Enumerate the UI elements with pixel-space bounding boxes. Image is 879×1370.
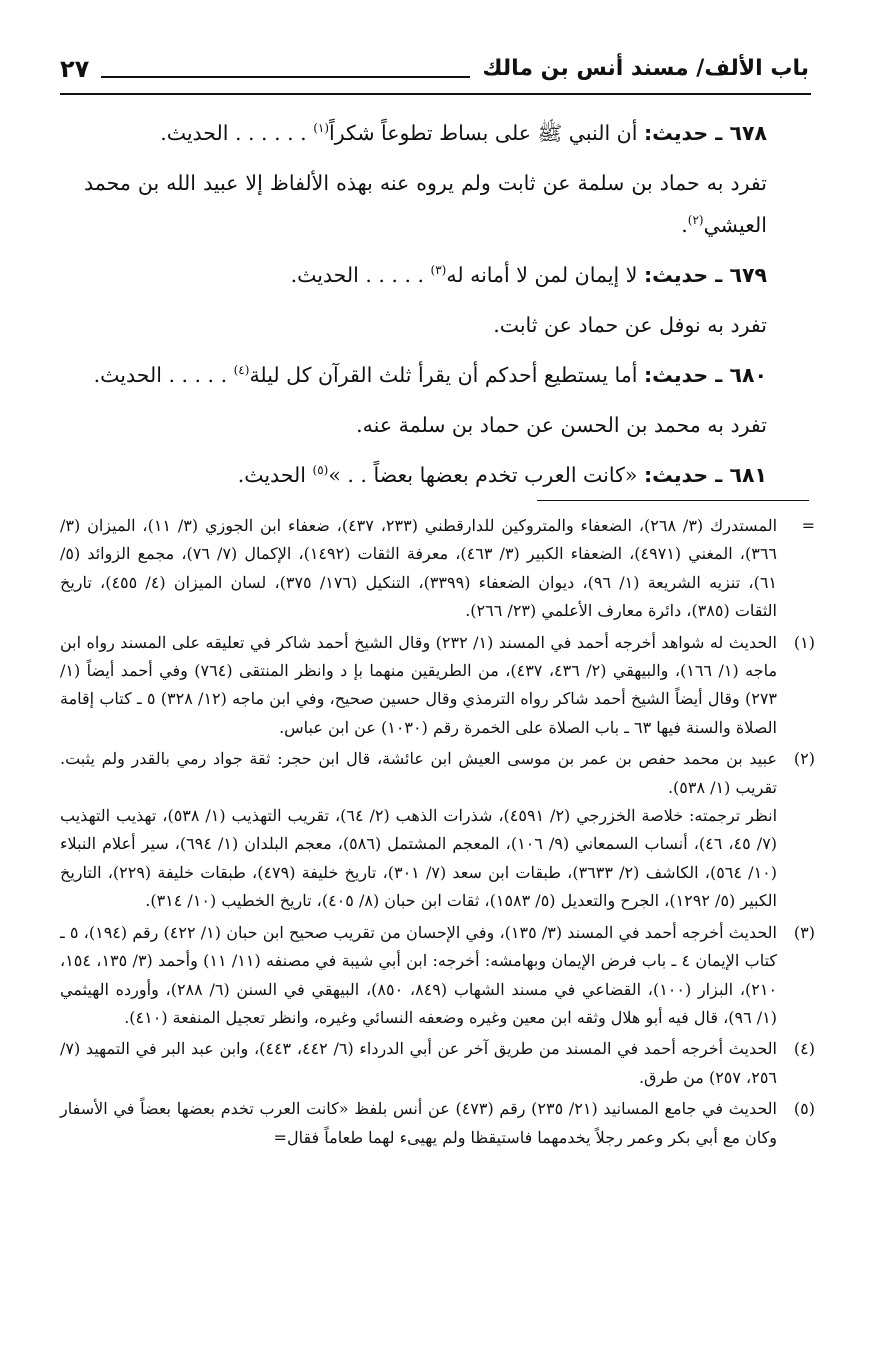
footnote-paragraph: الحديث له شواهد أخرجه أحمد في المسند (١/ ٢٣٢) وقال الشيخ أحمد شاكر في تعليقه على المسند رواه ابن ماجه (١/ ١٦٦)، والبيهقي (٢/ ٤٣٦، ٤٣٧)، من الطريقين منهما بإ د وانظر المنتقى (٧٦٤) وفي أحمد أيضاً (١/ ٢٧٣) وقال أيضاً الشيخ أحمد شاكر رواه الترمذي وقال حسين صحيح، وفي ابن ماجه (١٢/ ٣٢٨) ٥ ـ كتاب إقامة الصلاة والسنة فيها ٦٣ ـ باب الصلاة على الخمرة رقم (١٠٣٠) عن ابن عباس. <box>60 632 778 737</box>
page-header <box>60 44 809 84</box>
hadith-679 <box>84 254 809 296</box>
hadith-679-note: تفرد به نوفل عن حماد عن ثابت. <box>493 313 767 337</box>
footnote-body <box>60 512 777 626</box>
footnote-paragraph: الحديث أخرجه أحمد في المسند من طريق آخر عن أبي الدرداء (٦/ ٤٤٢، ٤٤٣)، وابن عبد البر في التمهيد (٧/ ٢٥٦، ٢٥٧) من طرق. <box>60 1039 777 1087</box>
main-text <box>84 112 809 504</box>
footnote-3 <box>60 919 815 1033</box>
footnote-5 <box>60 1095 815 1152</box>
hadith-tail: . . . . . . الحديث. <box>160 121 314 145</box>
footnote-separator <box>537 500 809 501</box>
footnote-mark: (٥) <box>793 1099 815 1119</box>
hadith-tail: الحديث. <box>237 463 313 487</box>
hadith-number: ٦٨٠ ـ حديث: <box>643 363 767 387</box>
footnote-body <box>60 1095 777 1152</box>
footnote-paragraph: الحديث في جامع المسانيد (٢١/ ٢٣٥) رقم (٤٧٣) عن أنس بلفظ «كانت العرب تخدم بعضها بعضاً في الأسفار وكان مع أبي بكر وعمر رجلاً يخدمهما فاستيقظا ولم يهيىء لهما طعاماً فقال= <box>60 1099 777 1147</box>
footnote-body <box>60 919 777 1033</box>
footnote-body <box>60 629 777 743</box>
hadith-680-note: تفرد به محمد بن الحسن عن حماد بن سلمة عنه. <box>356 413 767 437</box>
hadith-678-note <box>84 162 809 246</box>
hadith-text: أن النبي ﷺ على بساط تطوعاً شكراً <box>329 121 644 145</box>
footnote-mark: (٢) <box>793 749 815 769</box>
footnote-body <box>60 1035 777 1092</box>
footnote-mark: (٣) <box>793 922 815 942</box>
hadith-678 <box>84 112 809 154</box>
footnote-mark: = <box>801 516 815 535</box>
footnote-ref: (٥) <box>312 463 329 478</box>
hadith-text: «كانت العرب تخدم بعضها بعضاً . . » <box>328 463 644 487</box>
note-text: تفرد به حماد بن سلمة عن ثابت ولم يروه عنه بهذه الألفاظ إلا عبيد الله بن محمد العيشي <box>84 171 767 237</box>
running-head: باب الألف/ مسند أنس بن مالك <box>482 56 809 81</box>
footnote-1 <box>60 629 815 743</box>
hadith-number: ٦٧٩ ـ حديث: <box>643 263 767 287</box>
footnote-mark: (٤) <box>793 1039 815 1059</box>
footnote-ref: (١) <box>313 121 330 136</box>
footnote-paragraph: انظر ترجمته: خلاصة الخزرجي (٢/ ٤٥٩١)، شذرات الذهب (٢/ ٦٤)، تقريب التهذيب (١/ ٥٣٨)، تهذيب التهذيب (٧/ ٤٥، ٤٦)، أنساب السمعاني (٩/ ١٠٦)، المعجم المشتمل (٥٨٦)، معجم البلدان (١/ ٦٩٤)، سير أعلام النبلاء (١٠/ ٥٦٤)، الكاشف (٢/ ٣٦٣٣)، طبقات ابن سعد (٧/ ٣٠١)، تاريخ خليفة (٤٧٩)، طبقات خليفة (٢٢٩)، التاريخ الكبير (٥/ ١٢٩٢)، الجرح والتعديل (٥/ ١٥٨٣)، ثقات ابن حبان (٨/ ٤٠٥)، تاريخ الخطيب (١٠/ ٣١٤). <box>60 806 778 911</box>
hadith-number: ٦٨١ ـ حديث: <box>643 463 767 487</box>
footnote-paragraph: عبيد بن محمد حفص بن عمر بن موسى العيش ابن عائشة، قال ابن حجر: ثقة جواد رمي بالقدر ولم يثبت. تقريب (١/ ٥٣٨). <box>60 749 777 797</box>
footnote-mark: (١) <box>793 632 815 652</box>
hadith-text: لا إيمان لمن لا أمانه له <box>446 263 644 287</box>
footnote-paragraph: المستدرك (٣/ ٢٦٨)، الضعفاء والمتروكين للدارقطني (٢٣٣، ٤٣٧)، ضعفاء ابن الجوزي (٣/ ١١)، الميزان (٣/ ٣٦٦)، المغني (٤٩٧١)، الضعفاء الكبير (٣/ ٤٦٣)، معرفة الثقات (١٤٩٢)، الإكمال (٧/ ٧٦)، مجمع الزوائد (٥/ ٦١)، تنزيه الشريعة (١/ ٩٦)، ديوان الضعفاء (٣٣٩٩)، التنكيل (١٧٦/ ٣٧٥)، لسان الميزان (٤/ ٤٥٥)، تاريخ الثقات (٣٨٥)، دائرة معارف الأعلمي (٢٣/ ٢٦٦). <box>60 516 778 621</box>
top-rule <box>60 93 811 95</box>
header-rule <box>101 76 470 78</box>
page-number: ٢٧ <box>60 55 90 83</box>
footnote-4 <box>60 1035 815 1092</box>
hadith-number: ٦٧٨ ـ حديث: <box>643 121 767 145</box>
hadith-tail: . . . . . الحديث. <box>290 263 431 287</box>
hadith-680 <box>84 354 809 396</box>
footnote-body <box>60 745 777 915</box>
footnote-ref: (٢) <box>687 213 704 228</box>
footnote-2 <box>60 745 815 915</box>
footnotes <box>60 512 815 1155</box>
footnote-paragraph: الحديث أخرجه أحمد في المسند (٣/ ١٣٥)، وفي الإحسان من تقريب صحيح ابن حبان (١/ ٤٢٢) رقم (١٩٤)، ٥ ـ كتاب الإيمان ٤ ـ باب فرض الإيمان وبهامشه: أخرجه: ابن أبي شيبة في مصنفه (١١/ ١١) وأحمد (٣/ ١٣٥، ١٥٤، ٢١٠)، البزار (١٠٠)، القضاعي في مسند الشهاب (٨٤٩، ٨٥٠)، البيهقي في السنن (٦/ ٢٨٨)، وأورده الهيثمي (١/ ٩٦)، قال فيه أبو هلال وثقه ابن معين وغيره وضعفه النسائي وغيره، وانظر تعجيل المنفعة (٤١٠). <box>60 922 778 1027</box>
hadith-tail: . . . . . الحديث. <box>93 363 234 387</box>
note-tail: . <box>681 213 688 237</box>
footnote-continued <box>60 512 815 626</box>
hadith-681 <box>84 454 809 496</box>
hadith-text: أما يستطيع أحدكم أن يقرأ ثلث القرآن كل ليلة <box>249 363 644 387</box>
footnote-ref: (٤) <box>233 363 250 378</box>
footnote-ref: (٣) <box>430 263 447 278</box>
